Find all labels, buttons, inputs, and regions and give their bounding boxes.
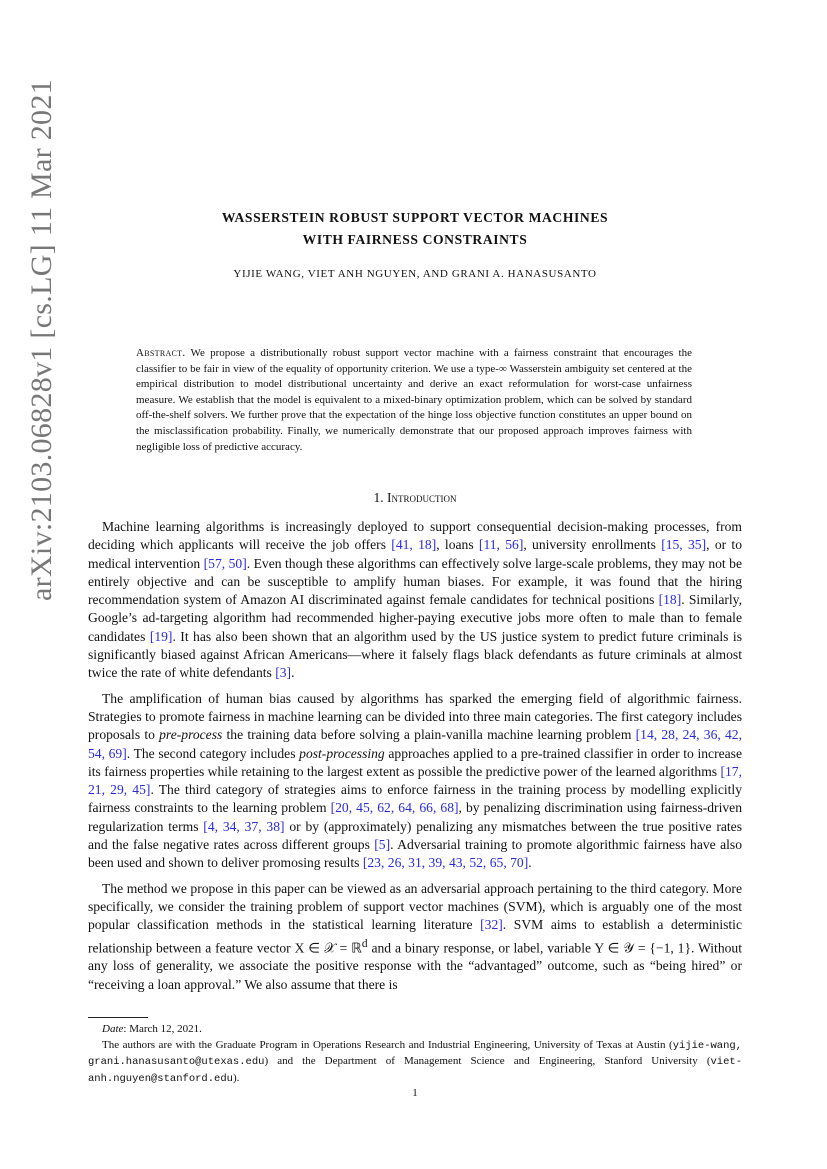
paragraph xyxy=(88,690,742,873)
date-value: : March 12, 2021. xyxy=(123,1023,202,1035)
text: approaches applied to a pre-trained classifier in order to increase its fairness properties while retaining to the largest extent as possible the predictive power of the learned algorithms xyxy=(88,745,742,779)
text: and a binary response, or label, variable Y ∈ 𝒴 = {−1, 1}. Without any loss of generality, we associate the positive response with the “advantaged” outcome, such as “being hired” or “receiving a loan approval.” We also assume that there is xyxy=(88,940,743,992)
footnote-rule xyxy=(88,1017,148,1018)
citation-link[interactable]: [5] xyxy=(374,837,391,853)
author-list: YIJIE WANG, VIET ANH NGUYEN, AND GRANI A. HANASUSANTO xyxy=(233,268,597,280)
section-title: Introduction xyxy=(387,490,457,505)
title-line-2: WITH FAIRNESS CONSTRAINTS xyxy=(302,232,528,247)
email-link[interactable]: viet-anh.nguyen@stanford.edu xyxy=(88,1056,742,1085)
page-number: 1 xyxy=(412,1087,418,1099)
citation-link[interactable]: [32] xyxy=(480,917,503,933)
text: Machine learning algorithms is increasingly deployed to support consequential decision-making processes, from deciding which applicants will receive the job offers xyxy=(88,519,742,553)
text: The amplification of human bias caused by algorithms has sparked the emerging field of algorithmic fairness. Strategies to promote fairness in machine learning can be divided into three main categories. The first category includes proposals to xyxy=(88,690,742,743)
text: . Similarly, Google’s ad-targeting algorithm had recommended higher-paying executive jobs more often to male than to female candidates xyxy=(88,592,742,644)
arxiv-id: arXiv:2103.06828v1 [cs.LG] 11 Mar 2021 xyxy=(25,79,58,601)
citation-link[interactable]: [14, 28, 24, 36, 42, 54, 69] xyxy=(88,727,742,761)
title-line-1: WASSERSTEIN ROBUST SUPPORT VECTOR MACHINES xyxy=(221,210,609,225)
text: ) and the Department of Management Science and Engineering, Stanford University ( xyxy=(264,1055,711,1067)
footnote-date xyxy=(88,1022,742,1038)
citation-link[interactable]: [11, 56] xyxy=(478,537,524,553)
text: . SVM aims to establish a deterministic relationship between a feature vector X ∈ 𝒳 = ℝ xyxy=(88,917,742,956)
section-heading xyxy=(88,490,742,506)
text: . The third category of strategies aims to enforce fairness in the training process by modelling explicitly fairness constraints to the learning problem xyxy=(88,782,742,816)
paragraph xyxy=(88,518,742,683)
superscript: d xyxy=(361,937,368,950)
footnotes xyxy=(88,1022,742,1087)
email-link[interactable]: yijie-wang, grani.hanasusanto@utexas.edu xyxy=(88,1039,742,1068)
text: or by (approximately) penalizing any mismatches between the true positive rates and the false negative rates across different groups xyxy=(88,818,742,853)
citation-link[interactable]: [15, 35] xyxy=(661,537,707,553)
citation-link[interactable]: [3] xyxy=(275,665,292,681)
citation-link[interactable]: [20, 45, 62, 64, 66, 68] xyxy=(330,800,459,816)
text: the training data before solving a plain-vanilla machine learning problem xyxy=(222,727,636,743)
citation-link[interactable]: [4, 34, 37, 38] xyxy=(203,818,285,834)
citation-link[interactable]: [57, 50] xyxy=(203,555,247,571)
text: The method we propose in this paper can be viewed as an adversarial approach pertaining to the third category. More specifically, we consider the training problem of support vector machines (SVM), which is arguably one of the most popular classification methods in the statistical learning literature xyxy=(88,880,742,933)
citation-link[interactable]: [19] xyxy=(149,628,173,644)
footnote-affiliation xyxy=(88,1038,742,1088)
text: . Even though these algorithms can effectively solve large-scale problems, they may not be entirely objective and can be susceptible to amplify human biases. For example, it was found that the hiring recommendation system of Amazon AI discriminated against female candidates for technical positions xyxy=(88,555,742,608)
text: . Adversarial training to promote algorithmic fairness have also been used and shown to deliver promosing results xyxy=(88,837,742,871)
text: . It has also been shown that an algorithm used by the US justice system to predict future criminals is significantly biased against African Americans—where it falsely flags black defendants as future criminals at almost twice the rate of white defendants xyxy=(88,628,742,681)
date-label: Date xyxy=(102,1023,124,1035)
text: , or to medical intervention xyxy=(88,537,743,571)
citation-link[interactable]: [41, 18] xyxy=(391,537,437,553)
abstract xyxy=(136,346,692,455)
text: The authors are with the Graduate Program in Operations Research and Industrial Engineering, University of Texas at Austin ( xyxy=(102,1038,673,1051)
abstract-text: We propose a distributionally robust support vector machine with a fairness constraint that encourages the classifier to be fair in view of the equality of opportunity criterion. We use a type-∞ Wasserstein ambiguity set centered at the empirical distribution to model distributional uncertainty and derive an exact reformulation for worst-case unfairness measure. We establish that the model is equivalent to a mixed-binary optimization problem, which can be solved by standard off-the-shelf solvers. We further prove that the expectation of the hinge loss objective function constitutes an upper bound on the misclassification probability. Finally, we numerically demonstrate that our proposed approach improves fairness with negligible loss of predictive accuracy. xyxy=(136,347,692,453)
citation-link[interactable]: [18] xyxy=(658,592,682,608)
abstract-label: Abstract. xyxy=(136,347,186,359)
citation-link[interactable]: [23, 26, 31, 39, 43, 52, 65, 70] xyxy=(362,855,529,871)
text: . xyxy=(528,855,532,871)
paper-title xyxy=(88,207,742,251)
text: , university enrollments xyxy=(523,537,662,553)
emphasis: pre-process xyxy=(159,727,223,743)
body-text xyxy=(88,518,742,1001)
text: . The second category includes xyxy=(126,745,300,761)
text: , by penalizing discrimination using fairness-driven regularization terms xyxy=(88,800,742,834)
section-number: 1. xyxy=(373,490,384,505)
text: , loans xyxy=(436,537,479,553)
paragraph xyxy=(88,880,742,994)
citation-link[interactable]: [17, 21, 29, 45] xyxy=(88,763,742,798)
arxiv-identifier-sidebar xyxy=(22,60,62,620)
text: ). xyxy=(232,1071,240,1084)
emphasis: post-processing xyxy=(299,745,385,761)
text: . xyxy=(291,665,295,681)
